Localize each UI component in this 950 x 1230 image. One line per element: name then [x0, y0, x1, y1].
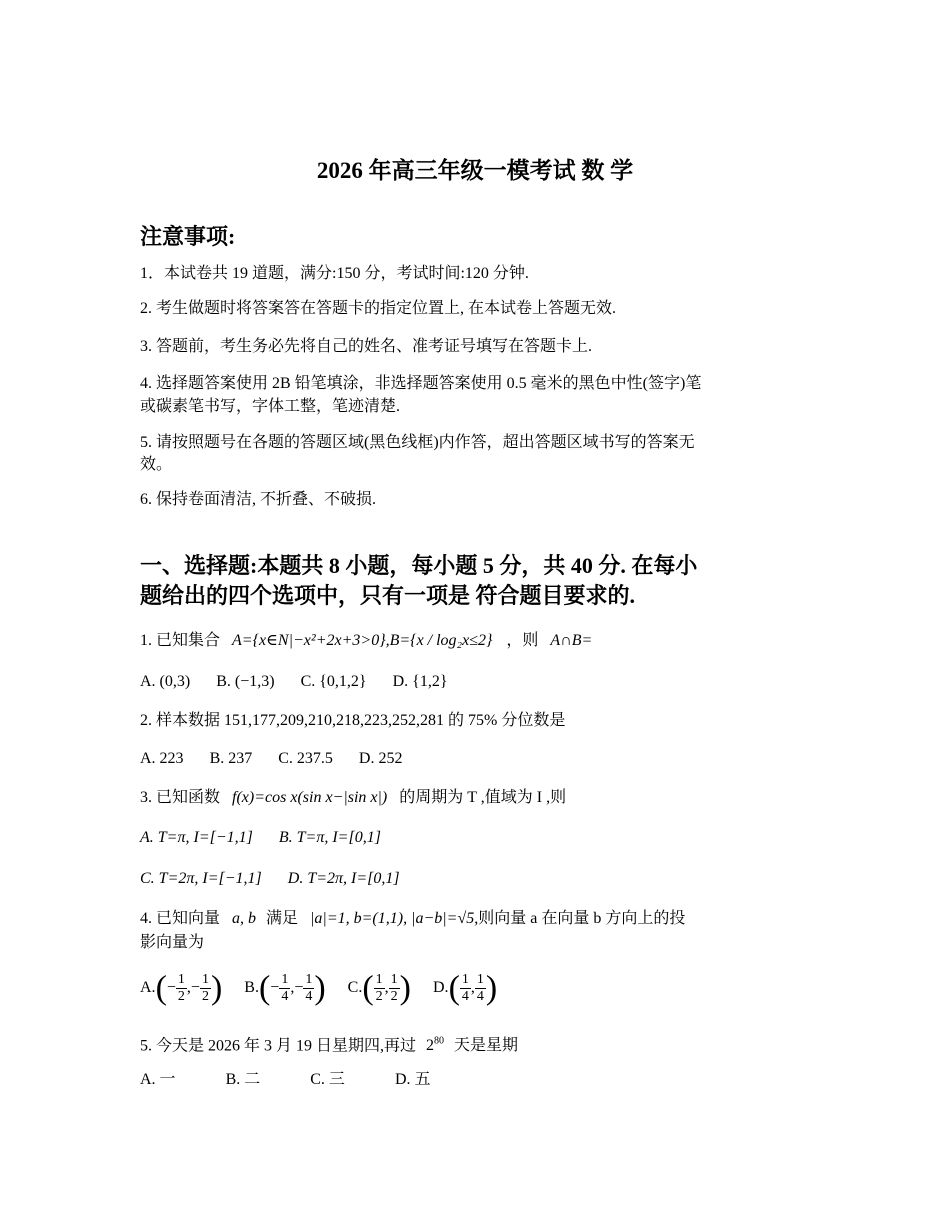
q4-option-b[interactable] — [244, 966, 325, 1010]
q4-option-label: D. — [433, 979, 449, 996]
y-denominator: 4 — [476, 988, 484, 1004]
q1-suffix: ，则 — [506, 632, 539, 649]
y-fraction — [200, 972, 211, 1005]
q1-set-b: ,B={x / log₂x≤2} — [385, 632, 493, 649]
question-2-stem: 2. 样本数据 151,177,209,210,218,223,252,281 的 75% 分位数是 — [140, 712, 566, 729]
comma: , — [470, 979, 475, 996]
q4-option-c[interactable] — [348, 966, 411, 1010]
x-denominator: 4 — [461, 988, 469, 1004]
question-4-options — [140, 966, 519, 1010]
q3-option-d[interactable]: D. T=2π, I=[0,1] — [287, 870, 400, 887]
exam-title: 2026 年高三年级一模考试 数 学 — [316, 158, 634, 183]
q1-ask: A∩B= — [550, 632, 593, 649]
q2-option-b[interactable]: B. 237 — [209, 750, 253, 767]
y-sign: − — [190, 979, 200, 996]
y-numerator: 1 — [390, 971, 398, 987]
x-denominator: 2 — [375, 988, 383, 1004]
right-paren: ) — [485, 969, 498, 1007]
left-paren: ( — [362, 969, 374, 1007]
q4-option-d[interactable] — [433, 966, 497, 1010]
q1-option-a[interactable]: A. (0,3) — [140, 673, 191, 690]
section-heading-line2: 题给出的四个选项中，只有一项是 符合题目要求的. — [140, 583, 636, 608]
q5-option-c[interactable]: C. 三 — [310, 1071, 345, 1088]
q2-option-a[interactable]: A. 223 — [140, 750, 184, 767]
x-fraction — [374, 972, 385, 1005]
section-heading-line1: 一、选择题:本题共 8 小题，每小题 5 分，共 40 分. 在每小 — [140, 553, 698, 578]
question-5-stem — [140, 1031, 518, 1056]
comma: , — [384, 979, 389, 996]
y-fraction — [303, 972, 314, 1005]
y-denominator: 2 — [390, 988, 398, 1004]
y-numerator: 1 — [201, 971, 209, 987]
x-fraction — [460, 972, 471, 1005]
q1-option-d[interactable]: D. {1,2} — [392, 673, 448, 690]
x-numerator: 1 — [177, 971, 185, 987]
question-4-stem — [140, 908, 685, 929]
question-3-options-row2 — [140, 868, 400, 889]
q4-option-label: C. — [347, 979, 363, 996]
question-4-stem-cont: 影向量为 — [140, 934, 205, 951]
q5-base: 2 — [426, 1037, 435, 1055]
x-numerator: 1 — [375, 971, 383, 987]
q1-option-b[interactable]: B. (−1,3) — [216, 673, 275, 690]
y-numerator: 1 — [305, 971, 313, 987]
q4-vars: a, b — [232, 910, 257, 927]
note-item-5-cont: 效。 — [140, 456, 173, 473]
note-item-2: 2. 考生做题时将答案答在答题卡的指定位置上, 在本试卷上答题无效. — [140, 300, 617, 317]
comma: , — [290, 979, 295, 996]
question-1-stem — [140, 630, 592, 651]
q5-option-a[interactable]: A. 一 — [140, 1071, 176, 1088]
question-3-stem — [140, 787, 566, 808]
q4-option-label: B. — [244, 979, 259, 996]
note-item-1: 1．本试卷共 19 道题，满分:150 分，考试时间:120 分钟. — [140, 265, 529, 282]
x-numerator: 1 — [461, 971, 469, 987]
x-denominator: 4 — [281, 988, 289, 1004]
q3-option-a[interactable]: A. T=π, I=[−1,1] — [140, 829, 253, 846]
q3-suffix: 的周期为 T ,值域为 I ,则 — [399, 789, 567, 806]
y-denominator: 4 — [305, 988, 313, 1004]
y-fraction — [389, 972, 400, 1005]
q5-prefix: 5. 今天是 2026 年 3 月 19 日星期四,再过 — [140, 1037, 417, 1055]
q5-exponent: 80 — [434, 1036, 445, 1047]
question-3-options-row1 — [140, 827, 381, 848]
q3-func: f(x)=cos x(sin x−|sin x|) — [232, 789, 388, 806]
right-paren: ) — [210, 969, 223, 1007]
y-sign: − — [294, 979, 304, 996]
q4-prefix: 4. 已知向量 — [140, 910, 221, 927]
note-item-4-cont: 或碳素笔书写，字体工整，笔迹清楚. — [140, 398, 401, 415]
q5-option-b[interactable]: B. 二 — [225, 1071, 261, 1088]
note-item-5: 5. 请按照题号在各题的答题区域(黑色线框)内作答，超出答题区域书写的答案无 — [140, 434, 695, 451]
q2-option-c[interactable]: C. 237.5 — [278, 750, 333, 767]
note-item-6: 6. 保持卷面清洁, 不折叠、不破损. — [140, 491, 377, 508]
x-fraction — [176, 972, 187, 1005]
q1-prefix: 1. 已知集合 — [140, 632, 221, 649]
comma: , — [186, 979, 191, 996]
note-item-4: 4. 选择题答案使用 2B 铅笔填涂，非选择题答案使用 0.5 毫米的黑色中性(签字)笔 — [140, 375, 702, 392]
q4-cond: |a|=1, b=(1,1), |a−b|=√5 — [310, 910, 475, 927]
left-paren: ( — [258, 969, 271, 1007]
right-paren: ) — [399, 969, 411, 1007]
x-fraction — [279, 972, 290, 1005]
x-denominator: 2 — [177, 988, 185, 1004]
y-denominator: 2 — [201, 988, 209, 1004]
question-1-options — [140, 671, 448, 692]
y-fraction — [475, 972, 486, 1005]
q3-prefix: 3. 已知函数 — [140, 789, 221, 806]
q4-option-label: A. — [140, 979, 156, 996]
q4-suffix: ,则向量 a 在向量 b 方向上的投 — [474, 910, 686, 927]
q4-option-a[interactable] — [140, 966, 222, 1010]
left-paren: ( — [448, 969, 460, 1007]
q5-option-d[interactable]: D. 五 — [394, 1071, 431, 1088]
question-2-options — [140, 748, 402, 769]
q5-suffix: 天是星期 — [454, 1037, 519, 1055]
q1-set-a: A={x∈N|−x²+2x+3>0} — [232, 632, 386, 649]
question-5-options — [140, 1069, 431, 1090]
q1-option-c[interactable]: C. {0,1,2} — [300, 673, 367, 690]
y-numerator: 1 — [476, 971, 484, 987]
x-sign: − — [166, 979, 176, 996]
x-sign: − — [270, 979, 280, 996]
q3-option-c[interactable]: C. T=2π, I=[−1,1] — [140, 870, 262, 887]
notes-heading: 注意事项: — [140, 224, 236, 249]
q5-power — [426, 1037, 444, 1054]
q4-cond-label: 满足 — [266, 910, 299, 927]
q3-option-b[interactable]: B. T=π, I=[0,1] — [278, 829, 381, 846]
note-item-3: 3. 答题前，考生务必先将自己的姓名、准考证号填写在答题卡上. — [140, 338, 593, 355]
x-numerator: 1 — [281, 971, 289, 987]
left-paren: ( — [155, 969, 167, 1007]
right-paren: ) — [314, 969, 326, 1007]
q2-option-d[interactable]: D. 252 — [358, 750, 403, 767]
